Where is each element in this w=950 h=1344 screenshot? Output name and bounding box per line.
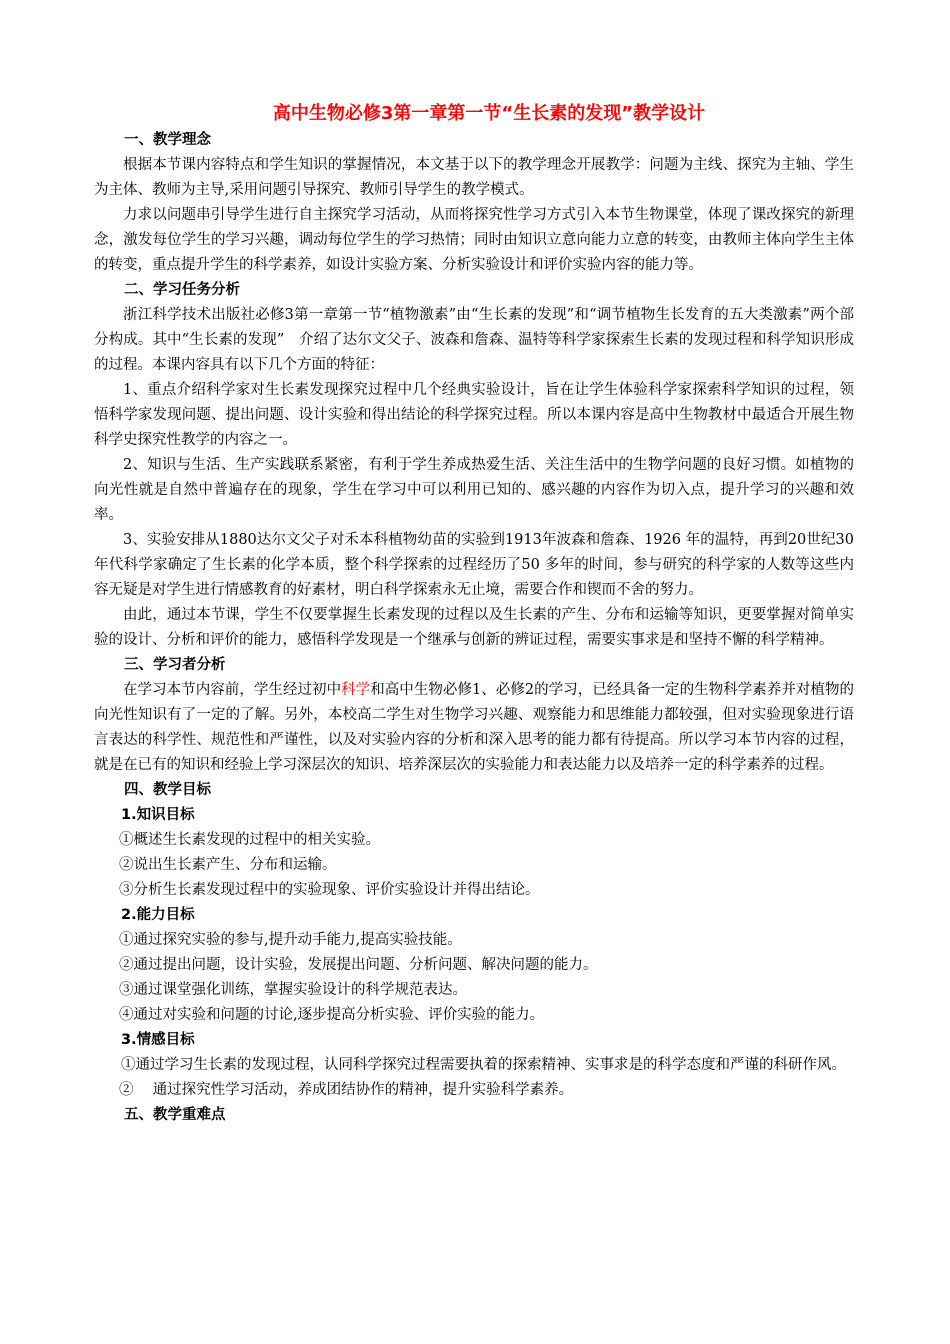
subheading-emotion: 3.情感目标: [121, 1032, 195, 1048]
list-item: ②说出生长素产生、分布和运输。: [119, 857, 337, 873]
paragraph: 3、实验安排从1880达尔文父子对禾本科植物幼苗的实验到1913年波森和詹森、1926 年的温特，再到20世纪30年代科学家确定了生长素的化学本质，整个科学探索的过程经历了50 多年的时间，参与研究的科学家的人数等这些内容无疑是对学生进行情感教育的好素材，明白科学探索永无止境，需要合作和锲而不舍的努力。: [94, 532, 854, 598]
science-link[interactable]: 科学: [341, 682, 371, 698]
list-item: ③通过课堂强化训练，掌握实验设计的科学规范表达。: [119, 982, 467, 998]
paragraph: 1、重点介绍科学家对生长素发现探究过程中几个经典实验设计，旨在让学生体验科学家探索科学知识的过程，领悟科学家发现问题、提出问题、设计实验和得出结论的科学探究过程。所以本课内容是高中生物教材中最适合开展生物科学史探究性教学的内容之一。: [94, 382, 854, 448]
section-heading-learner-analysis: 三、学习者分析: [124, 657, 226, 673]
subheading-knowledge: 1.知识目标: [121, 807, 195, 823]
list-item: ②通过提出问题，设计实验，发展提出问题、分析问题、解决问题的能力。: [119, 957, 598, 973]
list-item: ③分析生长素发现过程中的实验现象、评价实验设计并得出结论。: [119, 882, 540, 898]
list-item: ④通过对实验和问题的讨论,逐步提高分析实验、评价实验的能力。: [119, 1007, 545, 1023]
paragraph: [94, 678, 854, 778]
text-span: 在学习本节内容前，学生经过初中: [123, 682, 342, 698]
text-span: 和高中生物必修1、必修2的学习，已经具备一定的生物科学素养并对植物的向光性知识有了一定的了解。另外，本校高二学生对生物学习兴趣、观察能力和思维能力都较强，但对实验现象进行语言表达的科学性、规范性和严谨性，以及对实验内容的分析和深入思考的能力都有待提高。所以学习本节内容的过程，就是在已有的知识和经验上学习深层次的知识、培养深层次的实验能力和表达能力以及培养一定的科学素养的过程。: [94, 682, 855, 773]
paragraph: 力求以问题串引导学生进行自主探究学习活动，从而将探究性学习方式引入本节生物课堂，体现了课改探究的新理念，激发每位学生的学习兴趣，调动每位学生的学习热情；同时由知识立意向能力立意的转变，由教师主体向学生主体的转变，重点提升学生的科学素养，如设计实验方案、分析实验设计和评价实验内容的能力等。: [94, 207, 854, 273]
paragraph: 由此，通过本节课，学生不仅要掌握生长素发现的过程以及生长素的产生、分布和运输等知识，更要掌握对简单实验的设计、分析和评价的能力，感悟科学发现是一个继承与创新的辨证过程，需要实事求是和坚持不懈的科学精神。: [94, 607, 854, 648]
paragraph: 根据本节课内容特点和学生知识的掌握情况，本文基于以下的教学理念开展教学：问题为主线、探究为主轴、学生为主体、教师为主导,采用问题引导探究、教师引导学生的教学模式。: [94, 157, 854, 198]
page-title: 高中生物必修3第一章第一节“生长素的发现”教学设计: [272, 103, 706, 124]
list-item: ①通过探究实验的参与,提升动手能力,提高实验技能。: [119, 932, 462, 948]
section-heading-philosophy: 一、教学理念: [124, 132, 211, 148]
list-item: ①通过学习生长素的发现过程，认同科学探究过程需要执着的探索精神、实事求是的科学态度和严谨的科研作风。: [121, 1057, 846, 1073]
section-heading-key-points: 五、教学重难点: [124, 1107, 226, 1123]
paragraph: 浙江科学技术出版社必修3第一章第一节“植物激素”由“生长素的发现”和“调节植物生长发育的五大类激素”两个部分构成。其中“生长素的发现” 介绍了达尔文父子、波森和詹森、温特等科学家探索生长素的发现过程和科学知识形成的过程。本课内容具有以下几个方面的特征：: [94, 307, 854, 373]
paragraph: 2、知识与生活、生产实践联系紧密，有利于学生养成热爱生活、关注生活中的生物学问题的良好习惯。如植物的向光性就是自然中普遍存在的现象，学生在学习中可以利用已知的、感兴趣的内容作为切入点，提升学习的兴趣和效率。: [94, 457, 854, 523]
list-item: ①概述生长素发现的过程中的相关实验。: [119, 832, 380, 848]
section-heading-objectives: 四、教学目标: [124, 782, 211, 798]
list-item: ② 通过探究性学习活动，养成团结协作的精神，提升实验科学素养。: [119, 1082, 574, 1098]
subheading-ability: 2.能力目标: [121, 907, 195, 923]
section-heading-task-analysis: 二、学习任务分析: [124, 282, 240, 298]
